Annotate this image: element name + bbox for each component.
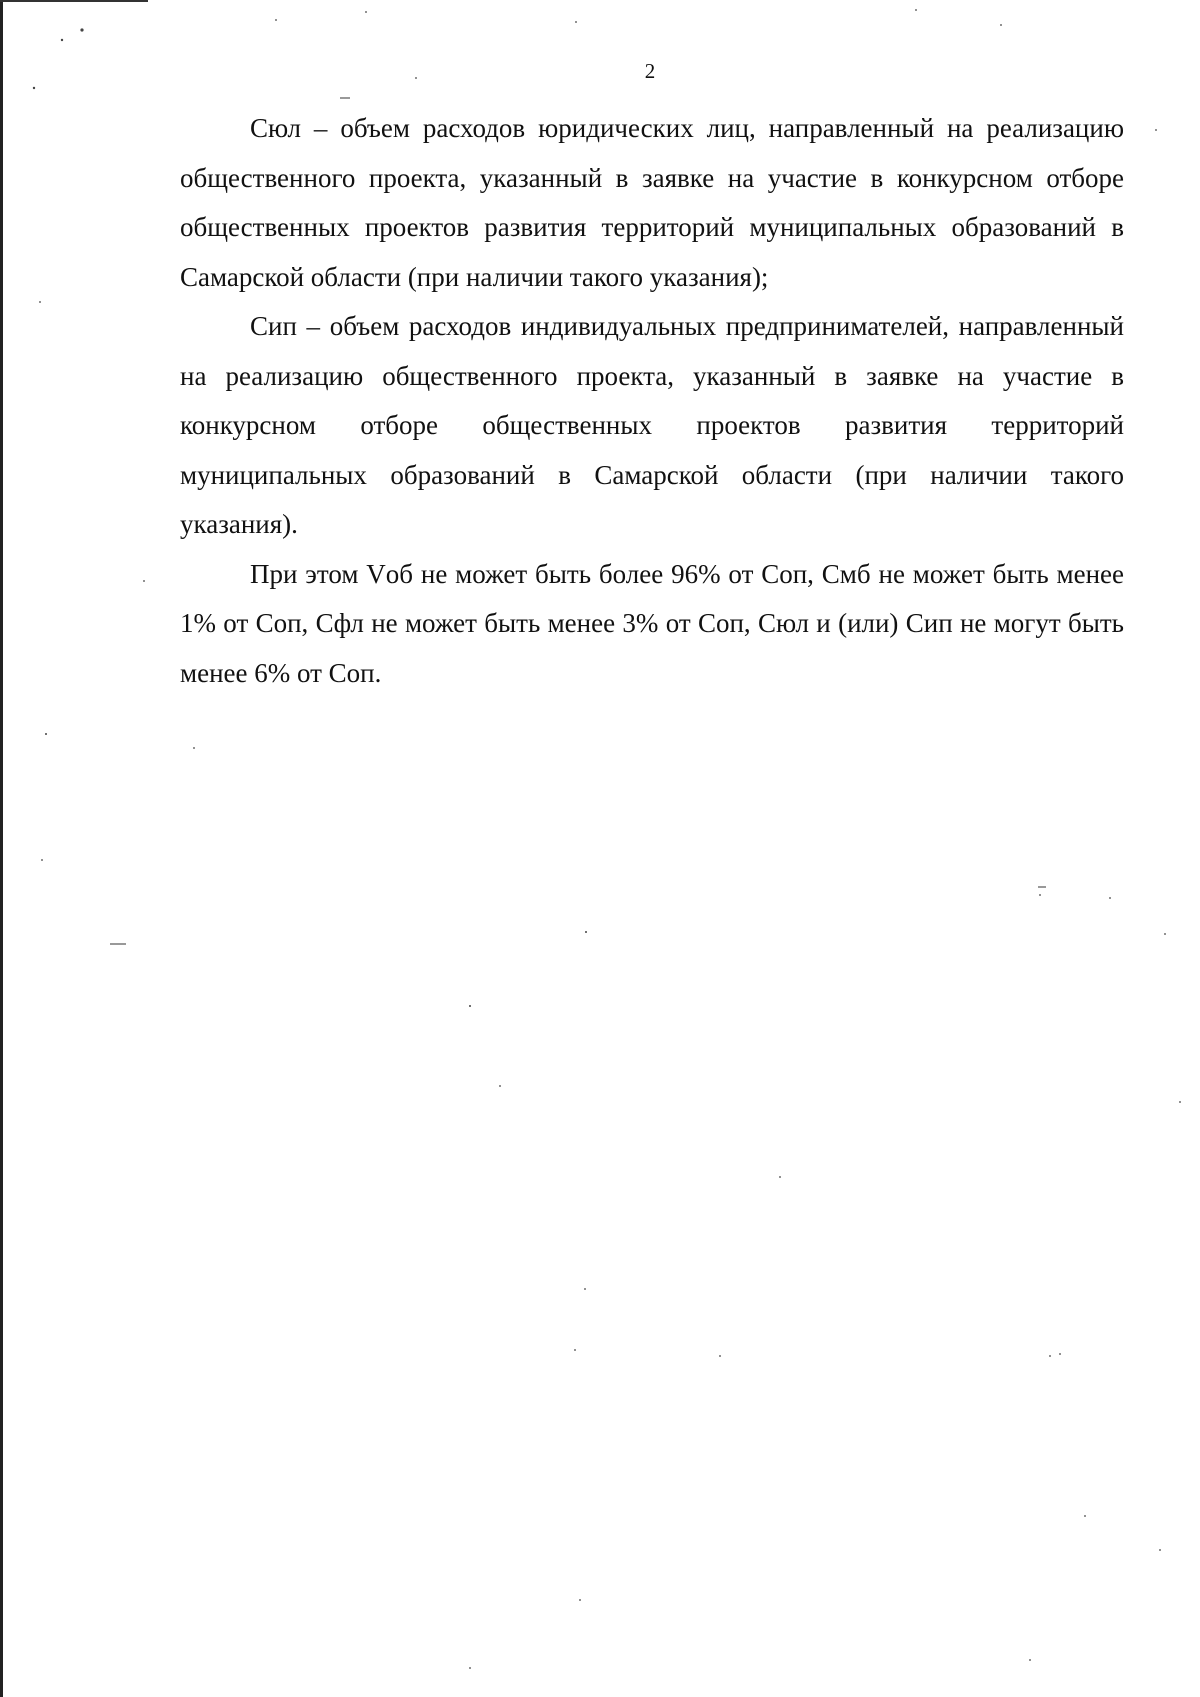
scan-edge-left: [0, 0, 3, 1697]
page-number: 2: [644, 59, 656, 83]
paragraph-limits: При этом Vоб не может быть более 96% от Соп, Смб не может быть менее 1% от Соп, Сфл не может быть менее 3% от Соп, Сюл и (или) Сип не могут быть менее 6% от Соп.: [180, 558, 1124, 688]
paragraph-sul: Сюл – объем расходов юридических лиц, направленный на реализацию общественного проекта, указанный в заявке на участие в конкурсном отборе общественных проектов развития территорий муниципальных образований в Самарской области (при наличии такого указания);: [180, 113, 1124, 292]
scan-edge-top: [0, 0, 148, 2]
paragraph-sip: Сип – объем расходов индивидуальных предпринимателей, направленный на реализацию общественного проекта, указанный в заявке на участие в конкурсном отборе общественных проектов развития территорий муниципальных образований в Самарской области (при наличии такого указания).: [180, 311, 1124, 539]
body-text: [180, 104, 1124, 698]
